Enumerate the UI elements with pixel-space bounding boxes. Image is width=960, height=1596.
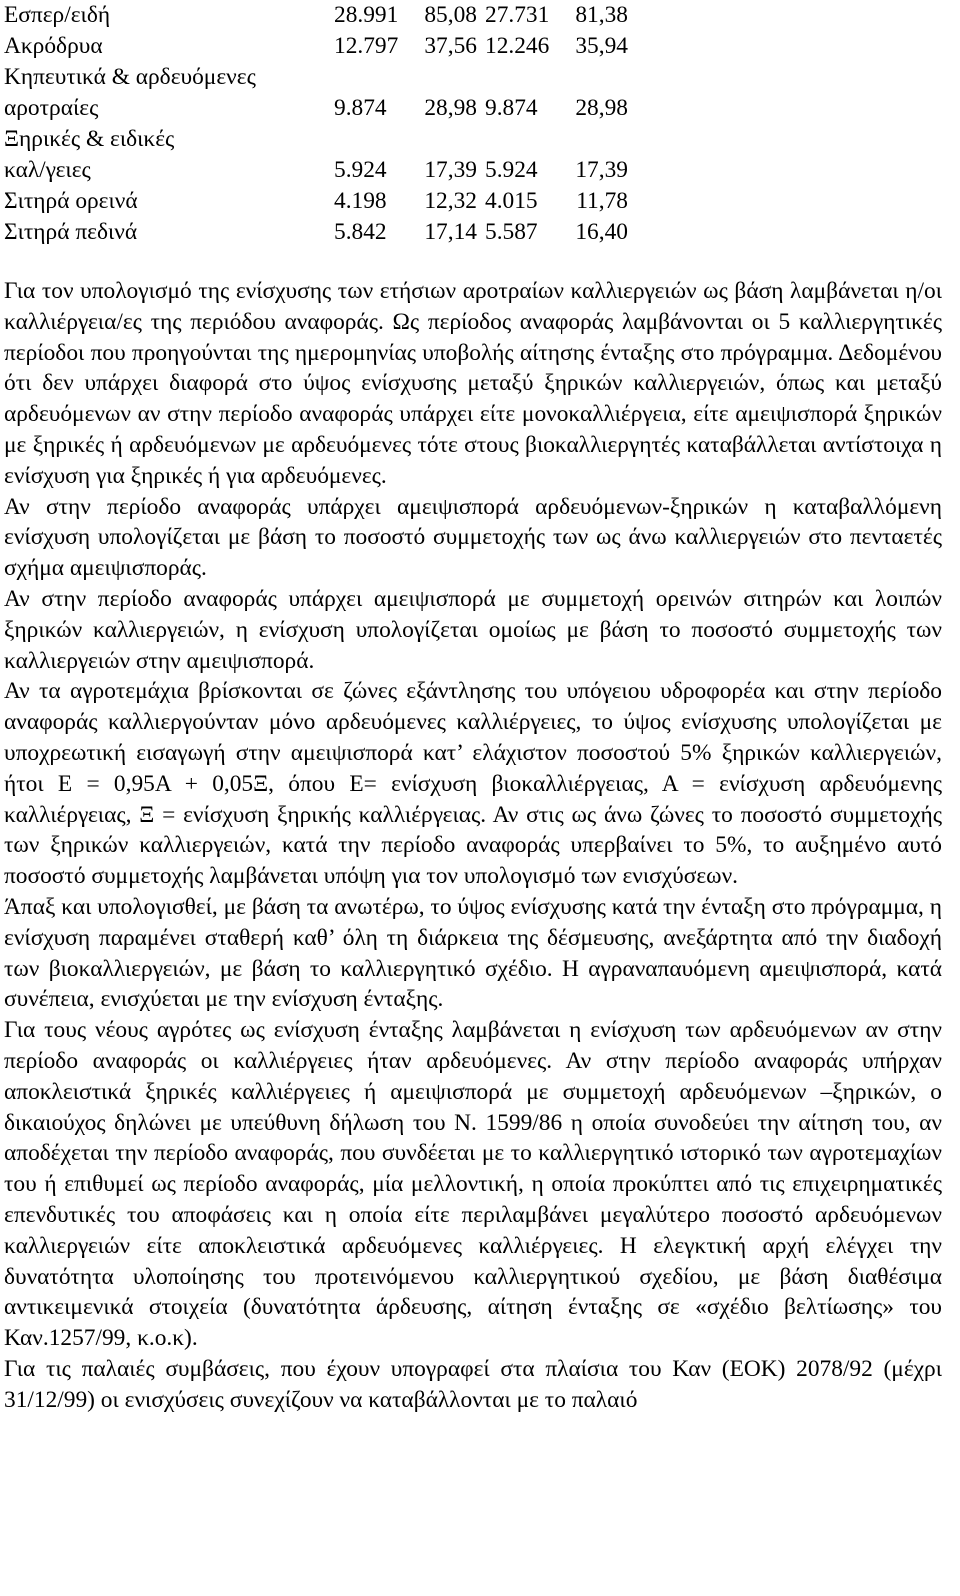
percent-2: 35,94 <box>575 33 628 59</box>
percent-1: 17,14 <box>424 219 477 245</box>
percent-1: 28,98 <box>424 95 477 121</box>
row-label: αροτραίες <box>4 95 99 121</box>
table-row <box>4 186 942 217</box>
paragraph-reference-period: Για τον υπολογισμό της ενίσχυσης των ετήσιων αροτραίων καλλιεργειών ως βάση λαμβάνεται η/οι καλλιέργεια/ες της περιόδου αναφοράς. Ως περίοδος αναφοράς λαμβάνονται οι 5 καλλιεργητικές περίοδοι που προηγούνται της ημερομηνίας υποβολής αίτησης ένταξης στο πρόγραμμα. Δεδομένου ότι δεν υπάρχει διαφορά στο ύψος ενίσχυσης μεταξύ ξηρικών καλλιεργειών, όπως και μεταξύ αρδευόμενων αν στην περίοδο αναφοράς υπάρχει είτε μονοκαλλιέργεια, είτε αμειψισπορά ξηρικών με ξηρικές ή αρδευόμενων με αρδευόμενες τότε στους βιοκαλλιεργητές καταβάλλεται αντίστοιχα η ενίσχυση για ξηρικές ή για αρδευόμενες. <box>4 278 942 489</box>
row-label: Κηπευτικά & αρδευόμενες <box>4 64 256 90</box>
row-label: Σιτηρά πεδινά <box>4 219 138 245</box>
percent-1: 37,56 <box>424 33 477 59</box>
paragraph-young-farmers: Για τους νέους αγρότες ως ενίσχυση ένταξης λαμβάνεται η ενίσχυση των αρδευόμενων αν στην περίοδο αναφοράς οι καλλιέργειες ήταν αρδευόμενες. Αν στην περίοδο αναφοράς υπήρχαν αποκλειστικά ξηρικές καλλιέργειες ή αμειψισπορά με συμμετοχή αρδευόμενων –ξηρικών, ο δικαιούχος δηλώνει με υπεύθυνη δήλωση του Ν. 1599/86 η οποία συνοδεύει την αίτηση του, αν αποδέχεται την περίοδο αναφοράς, που συνδέεται με το καλλιεργητικό ιστορικό των αγροτεμαχίων του ή επιθυμεί ως περίοδο αναφοράς, μία μελλοντική, η οποία προκύπτει από τις επιχειρηματικές επενδυτικές του αποφάσεις και η οποία είτε περιλαμβάνει μεγαλύτερο ποσοστό αρδευόμενων καλλιεργειών είτε αποκλειστικά αρδευόμενες καλλιέργειες. Η ελεγκτική αρχή ελέγχει την δυνατότητα υλοποίησης του προτεινόμενου καλλιεργητικού σχεδίου, με βάση διαθέσιμα αντικειμενικά στοιχεία (δυνατότητα άρδευσης, αίτηση ένταξης σε «σχέδιο βελτίωσης» του Καν.1257/99, κ.ο.κ). <box>4 1017 942 1352</box>
paragraph-rotation-mountain-cereals: Αν στην περίοδο αναφοράς υπάρχει αμειψισπορά με συμμετοχή ορεινών σιτηρών και λοιπών ξηρικών καλλιεργειών, η ενίσχυση υπολογίζεται ομοίως με βάση το ποσοστό συμμετοχής των καλλιεργειών στην αμειψισπορά. <box>4 585 942 674</box>
value-2: 12.246 <box>485 33 550 59</box>
row-label: Εσπερ/ειδή <box>4 2 111 28</box>
value-1 <box>334 124 400 155</box>
value-2 <box>485 124 551 155</box>
paragraph-old-contracts: Για τις παλαιές συμβάσεις, που έχουν υπογραφεί στα πλαίσια του Καν (ΕΟΚ) 2078/92 (μέχρι 31/12/99) οι ενισχύσεις συνεχίζουν να καταβάλλονται με το παλαιό <box>4 1355 942 1413</box>
percent-2: 16,40 <box>575 219 628 245</box>
table-row <box>4 155 942 186</box>
value-1: 4.198 <box>334 188 387 214</box>
section-spacer <box>4 248 942 276</box>
value-1: 28.991 <box>334 2 399 28</box>
table-row <box>4 31 942 62</box>
value-2: 4.015 <box>485 188 538 214</box>
table-row <box>4 217 942 248</box>
percent-2 <box>551 62 636 93</box>
value-1: 9.874 <box>334 95 387 121</box>
table-row <box>4 62 942 93</box>
body-text <box>4 276 942 1415</box>
value-1: 5.842 <box>334 219 387 245</box>
value-1 <box>334 62 400 93</box>
row-label: Ακρόδρυα <box>4 33 103 59</box>
value-1: 12.797 <box>334 33 399 59</box>
percent-2: 17,39 <box>575 157 628 183</box>
paragraph-rotation-irrigated-dry: Αν στην περίοδο αναφοράς υπάρχει αμειψισπορά αρδευόμενων-ξηρικών η καταβαλλόμενη ενίσχυση υπολογίζεται με βάση το ποσοστό συμμετοχής των ως άνω καλλιεργειών στο πενταετές σχήμα αμειψισποράς. <box>4 493 942 582</box>
percent-2: 11,78 <box>576 188 628 214</box>
value-2: 9.874 <box>485 95 538 121</box>
percent-2: 81,38 <box>575 2 628 28</box>
percent-1: 85,08 <box>424 2 477 28</box>
percent-1 <box>400 62 485 93</box>
percent-2: 28,98 <box>575 95 628 121</box>
row-label: καλ/γειες <box>4 157 91 183</box>
percent-1: 17,39 <box>424 157 477 183</box>
table-row <box>4 93 942 124</box>
paragraph-fixed-aid: Άπαξ και υπολογισθεί, με βάση τα ανωτέρω, το ύψος ενίσχυσης κατά την ένταξη στο πρόγραμμα, η ενίσχυση παραμένει σταθερή καθ’ όλη τη διάρκεια της δέσμευσης, ανεξάρτητα από την διαδοχή των βιοκαλλιεργειών, με βάση το καλλιεργητικό σχέδιο. Η αγραναπαυόμενη αμειψισπορά, κατά συνέπεια, ενισχύεται με την ενίσχυση ένταξης. <box>4 893 942 1013</box>
table-row <box>4 124 942 155</box>
paragraph-aquifer-zones: Αν τα αγροτεμάχια βρίσκονται σε ζώνες εξάντλησης του υπόγειου υδροφορέα και στην περίοδο αναφοράς καλλιεργούνταν μόνο αρδευόμενες καλλιέργειες, το ύψος ενίσχυσης υπολογίζεται με υποχρεωτική εισαγωγή στην αμειψισπορά κατ’ ελάχιστον ποσοστού 5% ξηρικών καλλιεργειών, ήτοι Ε = 0,95Α + 0,05Ξ, όπου Ε= ενίσχυση βιοκαλλιέργειας, Α = ενίσχυση αρδευόμενης καλλιέργειας, Ξ = ενίσχυση ξηρικής καλλιέργειας. Αν στις ως άνω ζώνες το ποσοστό συμμετοχής των ξηρικών καλλιεργειών, κατά την περίοδο αναφοράς υπερβαίνει το 5%, το αυξημένο αυτό ποσοστό συμμετοχής λαμβάνεται υπόψη για τον υπολογισμό των ενισχύσεων. <box>4 678 942 890</box>
percent-1: 12,32 <box>424 188 477 214</box>
aid-rates-table <box>4 0 942 248</box>
value-1: 5.924 <box>334 157 387 183</box>
row-label: Σιτηρά ορεινά <box>4 188 138 214</box>
percent-1 <box>400 124 485 155</box>
value-2: 27.731 <box>485 2 550 28</box>
row-label: Ξηρικές & ειδικές <box>4 126 175 152</box>
percent-2 <box>551 124 636 155</box>
value-2 <box>485 62 551 93</box>
value-2: 5.587 <box>485 219 538 245</box>
table-row <box>4 0 942 31</box>
value-2: 5.924 <box>485 157 538 183</box>
